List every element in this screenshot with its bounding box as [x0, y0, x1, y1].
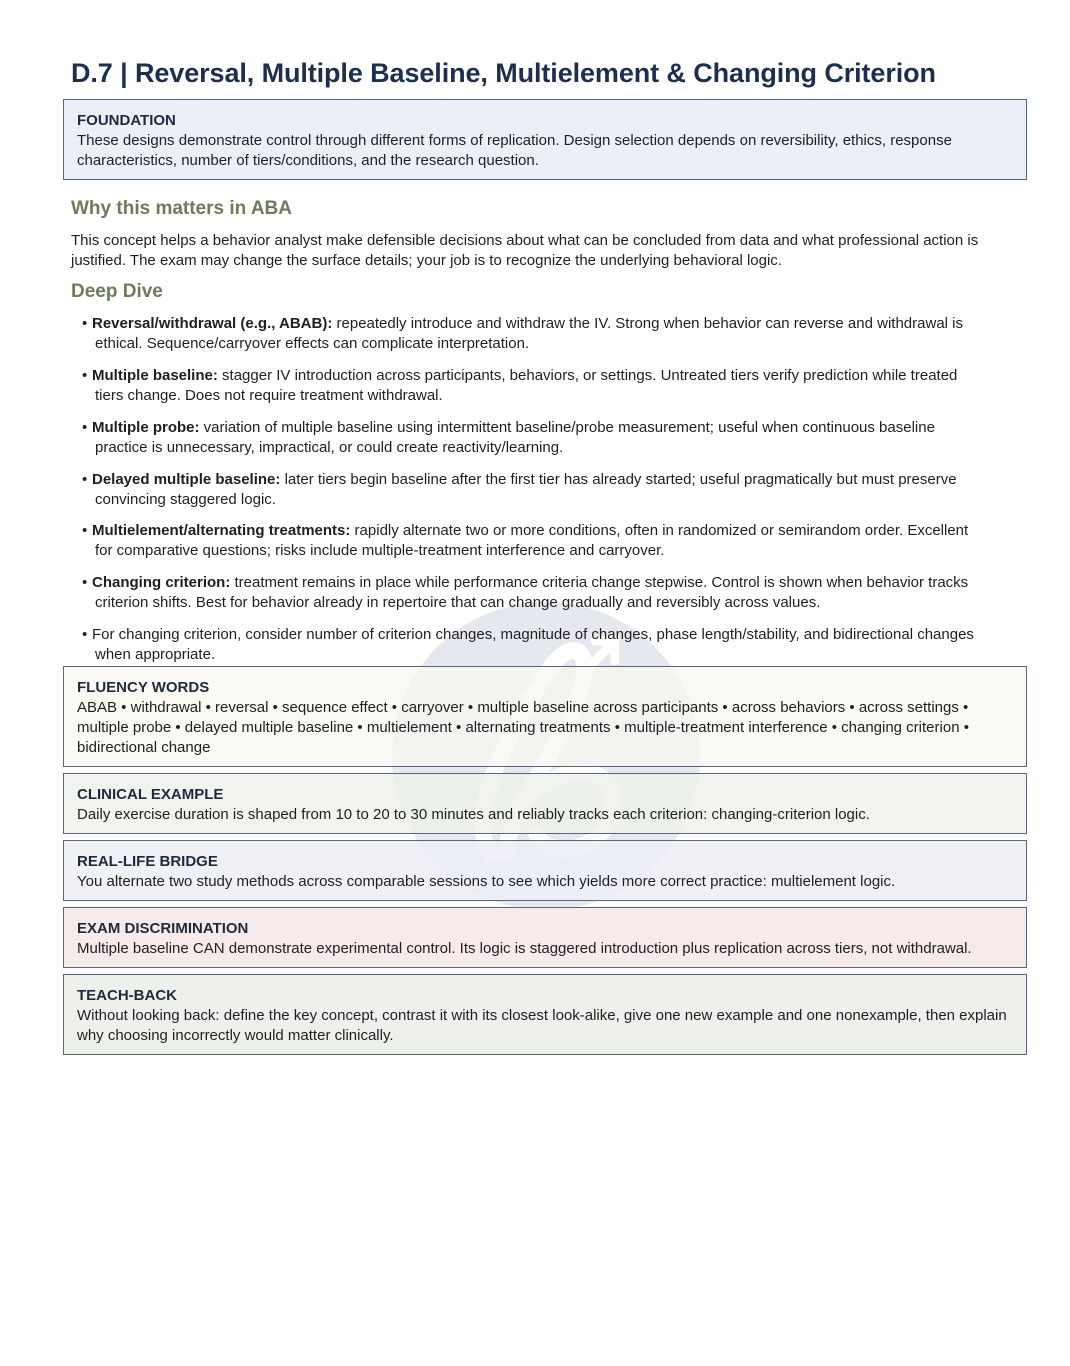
clinical-example-body: Daily exercise duration is shaped from 10 to 20 to 30 minutes and reliably tracks each criterion: changing-criterion logic.	[77, 806, 870, 823]
bullet-text: variation of multiple baseline using intermittent baseline/probe measurement; useful when continuous baseline	[199, 419, 935, 436]
bullet-lead: Reversal/withdrawal (e.g., ABAB):	[92, 315, 333, 332]
teach-back-box	[63, 974, 1027, 1055]
list-item: • Reversal/withdrawal (e.g., ABAB): repeatedly introduce and withdraw the IV. Strong when behavior can reverse and withdrawal is ethical. Sequence/carryover effects can complicate interpretation.	[82, 314, 1022, 354]
fluency-words-label: FLUENCY WORDS	[77, 679, 210, 696]
teach-back-body: Without looking back: define the key concept, contrast it with its closest look-alike, give one new example and one nonexample, then explain why choosing incorrectly would matter clinically.	[77, 1007, 1007, 1044]
bullet-text: stagger IV introduction across participants, behaviors, or settings. Untreated tiers verify prediction while treated	[217, 367, 958, 384]
bullet-lead: Multiple baseline:	[92, 367, 218, 384]
clinical-example-box	[63, 773, 1027, 834]
list-item: • Multiple baseline: stagger IV introduction across participants, behaviors, or settings. Untreated tiers verify prediction while treated tiers change. Does not require treatment withdrawal.	[82, 366, 1022, 406]
deep-dive-heading: Deep Dive	[71, 281, 163, 302]
foundation-body: These designs demonstrate control through different forms of replication. Design selection depends on reversibility, ethics, response characteristics, number of tiers/conditions, and the research question.	[77, 132, 952, 169]
exam-discrimination-box	[63, 907, 1027, 968]
bullet-text: repeatedly introduce and withdraw the IV. Strong when behavior can reverse and withdrawal is	[332, 315, 963, 332]
bullet-text: treatment remains in place while performance criteria change stepwise. Control is shown when behavior tracks	[230, 574, 969, 591]
fluency-words-body: ABAB • withdrawal • reversal • sequence effect • carryover • multiple baseline across participants • across behaviors • across settings • multiple probe • delayed multiple baseline • multielement • alternating treatments • multiple-treatment interference • changing criterion • bidirectional change	[77, 699, 969, 756]
bullet-text-cont: for comparative questions; risks include multiple-treatment interference and carryover.	[95, 542, 665, 559]
bullet-text: rapidly alternate two or more conditions, often in randomized or semirandom order. Excellent	[350, 522, 969, 539]
list-item: • Multiple probe: variation of multiple baseline using intermittent baseline/probe measurement; useful when continuous baseline practice is unnecessary, impractical, or could create reactivity/learning.	[82, 418, 1022, 458]
teach-back-label: TEACH-BACK	[77, 987, 177, 1004]
exam-discrimination-label: EXAM DISCRIMINATION	[77, 920, 249, 937]
bullet-lead: Delayed multiple baseline:	[92, 471, 281, 488]
foundation-label: FOUNDATION	[77, 112, 176, 129]
exam-discrimination-body: Multiple baseline CAN demonstrate experimental control. Its logic is staggered introduction plus replication across tiers, not withdrawal.	[77, 940, 972, 957]
fluency-words-box	[63, 666, 1027, 767]
foundation-box	[63, 99, 1027, 180]
bullet-text: later tiers begin baseline after the first tier has already started; useful pragmatically but must preserve	[280, 471, 957, 488]
clinical-example-label: CLINICAL EXAMPLE	[77, 786, 224, 803]
real-life-bridge-label: REAL-LIFE BRIDGE	[77, 853, 218, 870]
list-item: • Changing criterion: treatment remains in place while performance criteria change stepwise. Control is shown when behavior tracks criterion shifts. Best for behavior already in repertoire that can change gradually and reversibly across values.	[82, 573, 1022, 613]
real-life-bridge-body: You alternate two study methods across comparable sessions to see which yields more correct practice: multielement logic.	[77, 873, 896, 890]
why-body: This concept helps a behavior analyst make defensible decisions about what can be concluded from data and what professional action is justified. The exam may change the surface details; your job is to recognize the underlying behavioral logic.	[71, 232, 979, 269]
bullet-text-cont: ethical. Sequence/carryover effects can complicate interpretation.	[95, 335, 530, 352]
bullet-text-cont: convincing staggered logic.	[95, 491, 276, 508]
bullet-text: For changing criterion, consider number of criterion changes, magnitude of changes, phase length/stability, and bidirectional changes	[92, 626, 974, 643]
bullet-lead: Multiple probe:	[92, 419, 200, 436]
page-title: D.7 | Reversal, Multiple Baseline, Multielement & Changing Criterion	[71, 58, 936, 88]
list-item: • For changing criterion, consider number of criterion changes, magnitude of changes, phase length/stability, and bidirectional changes when appropriate.	[82, 625, 1022, 665]
bullet-text-cont: when appropriate.	[95, 646, 216, 663]
bullet-text-cont: criterion shifts. Best for behavior already in repertoire that can change gradually and reversibly across values.	[95, 594, 821, 611]
bullet-text-cont: practice is unnecessary, impractical, or could create reactivity/learning.	[95, 439, 564, 456]
bullet-lead: Changing criterion:	[92, 574, 231, 591]
bullet-text-cont: tiers change. Does not require treatment withdrawal.	[95, 387, 443, 404]
list-item: • Multielement/alternating treatments: rapidly alternate two or more conditions, often in randomized or semirandom order. Excellent for comparative questions; risks include multiple-treatment interference and carryover.	[82, 521, 1022, 561]
why-heading: Why this matters in ABA	[71, 198, 292, 219]
bullet-lead: Multielement/alternating treatments:	[92, 522, 351, 539]
list-item: • Delayed multiple baseline: later tiers begin baseline after the first tier has already started; useful pragmatically but must preserve convincing staggered logic.	[82, 470, 1022, 510]
real-life-bridge-box	[63, 840, 1027, 901]
